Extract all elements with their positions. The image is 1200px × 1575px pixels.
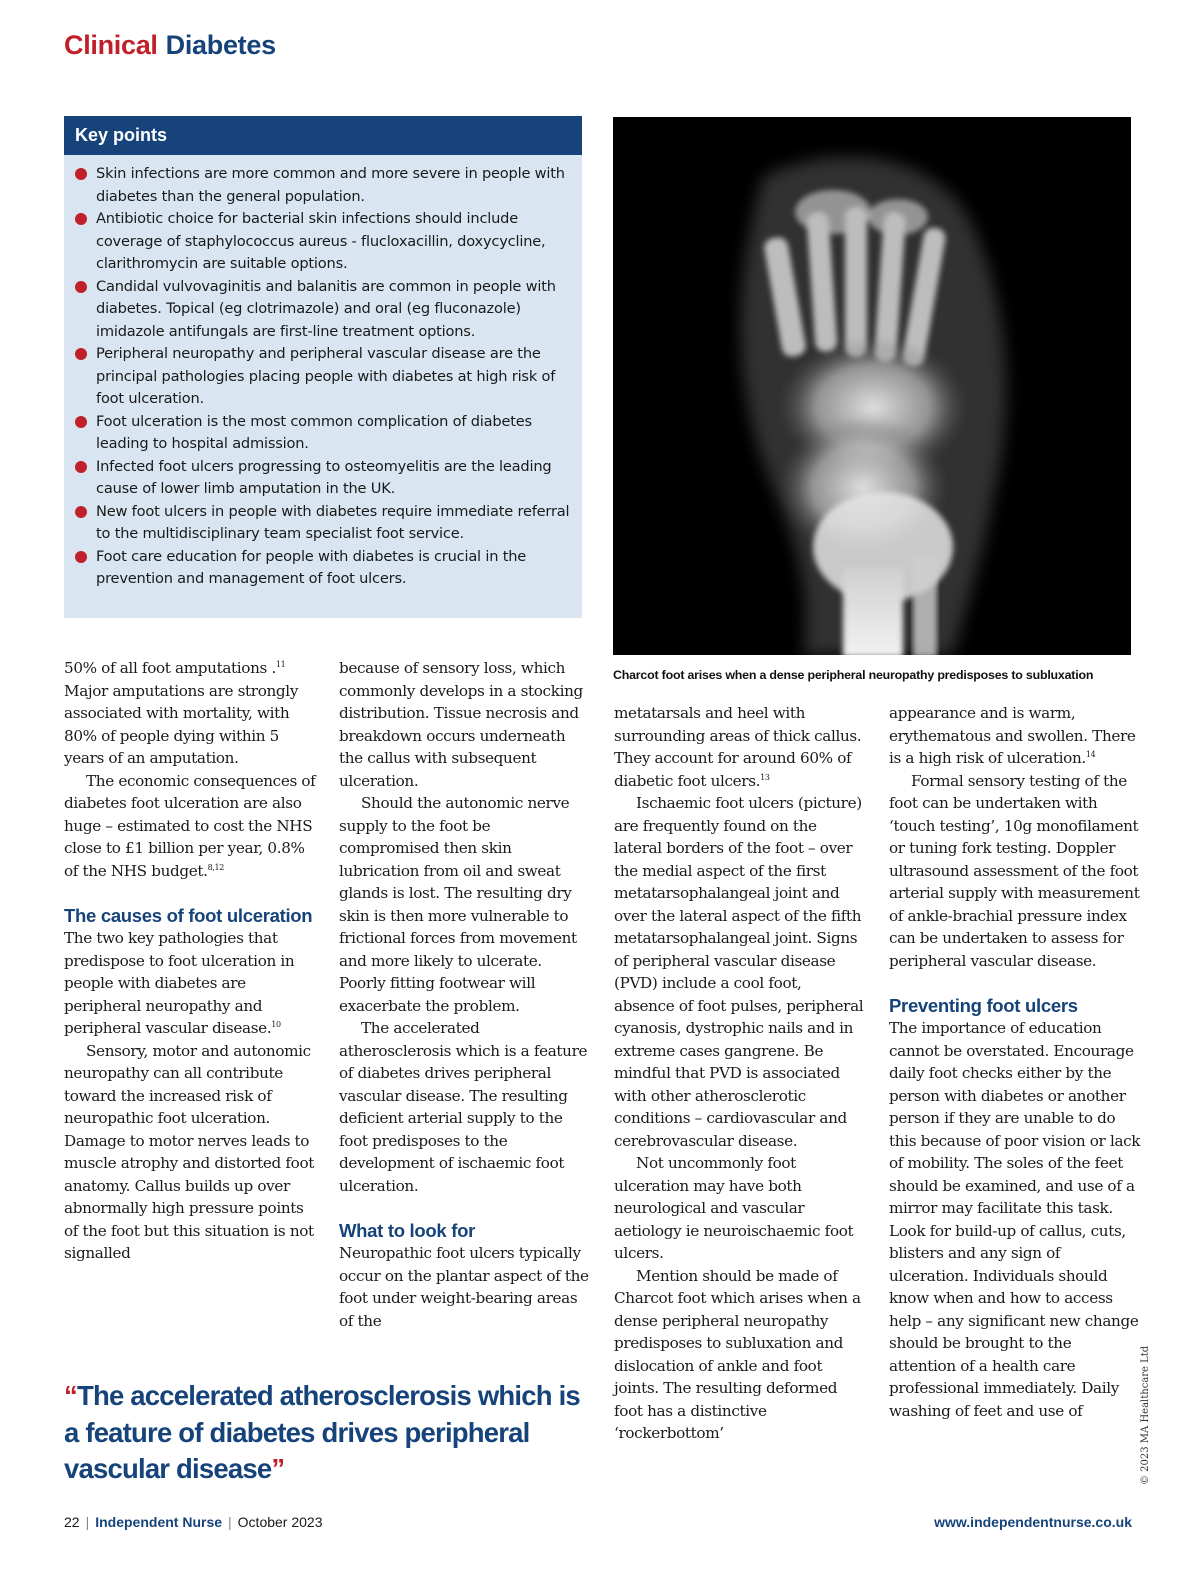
- page-number: 22: [64, 1514, 80, 1530]
- paragraph: 50% of all foot amputations .$^{11}$ Major amputations are strongly associated with mortality, with 80% of people dying within 5 years of an amputation.: [64, 659, 299, 767]
- key-point-item: New foot ulcers in people with diabetes require immediate referral to the multidisciplinary team specialist foot service.: [64, 501, 572, 546]
- section-header: [64, 30, 276, 61]
- subheading: The causes of foot ulceration: [64, 904, 313, 926]
- paragraph: The accelerated atherosclerosis which is a feature of diabetes drives peripheral vascular disease. The resulting deficient arterial supply to the foot predisposes to the development of ischaemic foot ulceration.: [339, 1019, 588, 1195]
- publication-name-a: Independent: [95, 1514, 183, 1530]
- bullet-icon: [75, 168, 87, 180]
- text-column-2: [339, 657, 591, 1332]
- key-point-item: Foot care education for people with diabetes is crucial in the prevention and management of foot ulcers.: [64, 546, 572, 591]
- paragraph: Not uncommonly foot ulceration may have both neurological and vascular aetiology ie neuroischaemic foot ulcers.: [614, 1154, 854, 1262]
- paragraph: because of sensory loss, which commonly develops in a stocking distribution. Tissue necrosis and breakdown occurs underneath the callus with subsequent ulceration.: [339, 659, 583, 790]
- key-points-title: Key points: [64, 116, 582, 155]
- paragraph: The two key pathologies that predispose to foot ulceration in people with diabetes are peripheral neuropathy and peripheral vascular disease.$^{10}$: [64, 929, 295, 1037]
- key-point-item: Peripheral neuropathy and peripheral vascular disease are the principal pathologies placing people with diabetes at high risk of foot ulceration.: [64, 343, 572, 411]
- subheading: What to look for: [339, 1219, 475, 1241]
- issue-date: October 2023: [237, 1514, 323, 1530]
- paragraph: Formal sensory testing of the foot can be undertaken with ‘touch testing’, 10g monofilament or tuning fork testing. Doppler ultrasound assessment of the foot arterial supply with measurement of ankle-brachial pressure index can be undertaken to assess for peripheral vascular disease.: [889, 771, 1140, 970]
- reference: 14: [1085, 749, 1096, 759]
- bullet-icon: [75, 348, 87, 360]
- paragraph: Ischaemic foot ulcers (picture) are frequently found on the lateral borders of the foot – over the medial aspect of the first metatarsophalangeal joint and over the lateral aspect of the fifth metatarsophalangeal joint. Signs of peripheral vascular disease (PVD) include a cool foot, absence of foot pulses, peripheral cyanosis, dystrophic nails and in extreme cases gangrene. Be mindful that PVD is associated with other atherosclerotic conditions – cardiovascular and cerebrovascular disease.: [614, 794, 864, 1150]
- key-point-item: Skin infections are more common and more severe in people with diabetes than the general population.: [64, 163, 572, 208]
- paragraph: Sensory, motor and autonomic neuropathy can all contribute toward the increased risk of neuropathic foot ulceration. Damage to motor nerves leads to muscle atrophy and distorted foot anatomy. Callus builds up over abnormally high pressure points of the foot but this situation is not signalled: [64, 1041, 314, 1262]
- page-footer-left: 22 | Independent Nurse | October 2023: [64, 1514, 323, 1530]
- subheading: Preventing foot ulcers: [889, 994, 1078, 1016]
- bullet-icon: [75, 461, 87, 473]
- figure-caption: Charcot foot arises when a dense peripheral neuropathy predisposes to subluxation: [613, 668, 1094, 682]
- paragraph: appearance and is warm, erythematous and swollen. There is a high risk of ulceration.$^{14}$: [889, 704, 1136, 767]
- reference: 8,12: [207, 862, 225, 872]
- reference: 10: [271, 1019, 281, 1029]
- bullet-icon: [75, 213, 87, 225]
- key-point-item: Antibiotic choice for bacterial skin infections should include coverage of staphylococcus aureus - flucloxacillin, doxycycline, clarithromycin are suitable options.: [64, 208, 572, 276]
- paragraph: Should the autonomic nerve supply to the foot be compromised then skin lubrication from oil and sweat glands is lost. The resulting dry skin is then more vulnerable to frictional forces from movement and more likely to ulcerate. Poorly fitting footwear will exacerbate the problem.: [339, 794, 577, 1015]
- paragraph: Mention should be made of Charcot foot which arises when a dense peripheral neuropathy predisposes to subluxation and dislocation of ankle and foot joints. The resulting deformed foot has a distinctive ‘rockerbottom’: [614, 1266, 861, 1442]
- copyright-notice: © 2023 MA Healthcare Ltd: [1140, 1345, 1151, 1485]
- pull-quote-text: The accelerated atherosclerosis which is a feature of diabetes drives peripheral vascular disease: [64, 1380, 580, 1484]
- key-point-item: Candidal vulvovaginitis and balanitis are common in people with diabetes. Topical (eg clotrimazole) and oral (eg fluconazole) imidazole antifungals are first-line treatment options.: [64, 276, 572, 344]
- foot-xray-image: [613, 117, 1131, 655]
- bullet-icon: [75, 506, 87, 518]
- bullet-icon: [75, 281, 87, 293]
- section-label: Clinical: [64, 30, 158, 60]
- key-point-item: Infected foot ulcers progressing to osteomyelitis are the leading cause of lower limb amputation in the UK.: [64, 456, 572, 501]
- text-column-1: [64, 657, 316, 1265]
- paragraph: The importance of education cannot be overstated. Encourage daily foot checks either by the person with diabetes or another person if they are unable to do this because of poor vision or lack of mobility. The soles of the feet should be examined, and use of a mirror may facilitate this task. Look for build-up of callus, cuts, blisters and any sign of ulceration. Individuals should know when and how to access help – any significant new change should be brought to the attention of a health care professional immediately. Daily washing of feet and use of: [889, 1019, 1141, 1420]
- xray-foot-icon: [613, 117, 1131, 655]
- reference: 11: [275, 659, 286, 669]
- open-quote-mark: “: [64, 1380, 77, 1411]
- paragraph: metatarsals and heel with surrounding areas of thick callus. They account for around 60% of diabetic foot ulcers.$^{13}$: [614, 704, 862, 790]
- bullet-icon: [75, 416, 87, 428]
- reference: 13: [760, 772, 770, 782]
- text-column-4: [889, 702, 1141, 1422]
- key-points-box: [64, 116, 582, 618]
- publication-name-b: Nurse: [182, 1514, 223, 1530]
- topic-label: Diabetes: [165, 30, 276, 60]
- text-column-3: [614, 702, 866, 1445]
- key-point-item: Foot ulceration is the most common complication of diabetes leading to hospital admission.: [64, 411, 572, 456]
- bullet-icon: [75, 551, 87, 563]
- paragraph: The economic consequences of diabetes foot ulceration are also huge – estimated to cost the NHS close to £1 billion per year, 0.8% of the NHS budget.$^{8,12}$: [64, 771, 316, 880]
- key-points-list: [64, 155, 582, 591]
- close-quote-mark: ”: [271, 1453, 285, 1484]
- pull-quote: [64, 1378, 594, 1488]
- paragraph: Neuropathic foot ulcers typically occur on the plantar aspect of the foot under weight-bearing areas of the: [339, 1244, 589, 1330]
- publication-url[interactable]: www.independentnurse.co.uk: [934, 1514, 1132, 1530]
